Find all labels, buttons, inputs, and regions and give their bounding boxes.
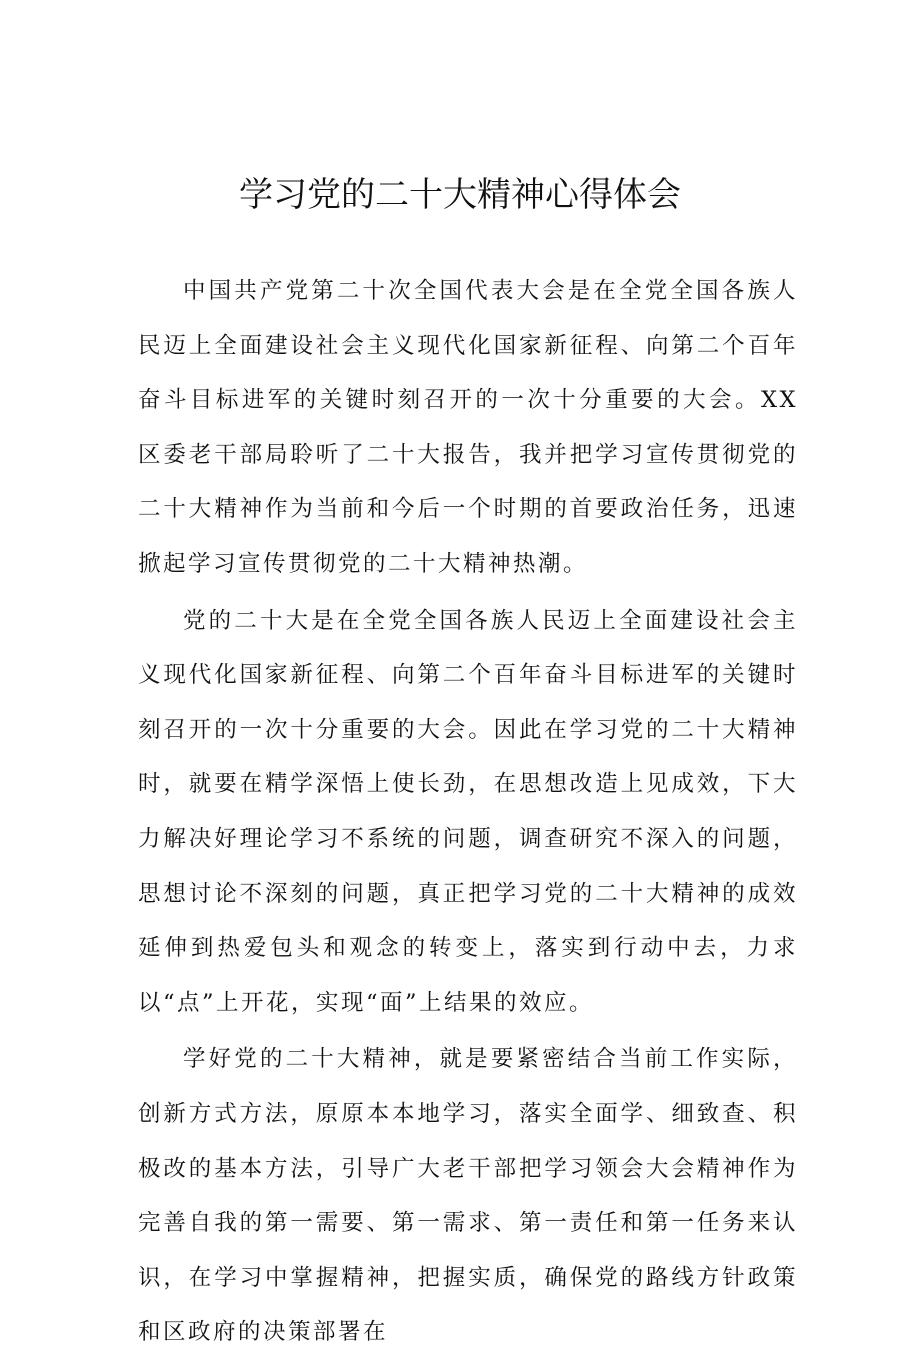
- document-title: 学习党的二十大精神心得体会: [239, 175, 681, 215]
- paragraph-1: 中国共产党第二十次全国代表大会是在全党全国各族人民迈上全面建设社会主义现代化国家新征程、向第二个百年奋斗目标进军的关键时刻召开的一次十分重要的大会。XX区委老干部局聆听了二十大报告，我并把学习宣传贯彻党的二十大精神作为当前和今后一个时期的首要政治任务，迅速掀起学习宣传贯彻党的二十大精神热潮。: [138, 278, 798, 577]
- document-body: [138, 264, 798, 1362]
- paragraph-2: 党的二十大是在全党全国各族人民迈上全面建设社会主义现代化国家新征程、向第二个百年奋斗目标进军的关键时刻召开的一次十分重要的大会。因此在学习党的二十大精神时，就要在精学深悟上使长劲，在思想改造上见成效，下大力解决好理论学习不系统的问题，调查研究不深入的问题，思想讨论不深刻的问题，真正把学习党的二十大精神的成效延伸到热爱包头和观念的转变上，落实到行动中去，力求以“点”上开花，实现“面”上结果的效应。: [138, 607, 798, 1016]
- paragraph-3: 学好党的二十大精神，就是要紧密结合当前工作实际，创新方式方法，原原本本地学习，落实全面学、细致查、积极改的基本方法，引导广大老干部把学习领会大会精神作为完善自我的第一需要、第一需求、第一责任和第一任务来认识，在学习中掌握精神，把握实质，确保党的路线方针政策和区政府的决策部署在: [138, 1046, 798, 1346]
